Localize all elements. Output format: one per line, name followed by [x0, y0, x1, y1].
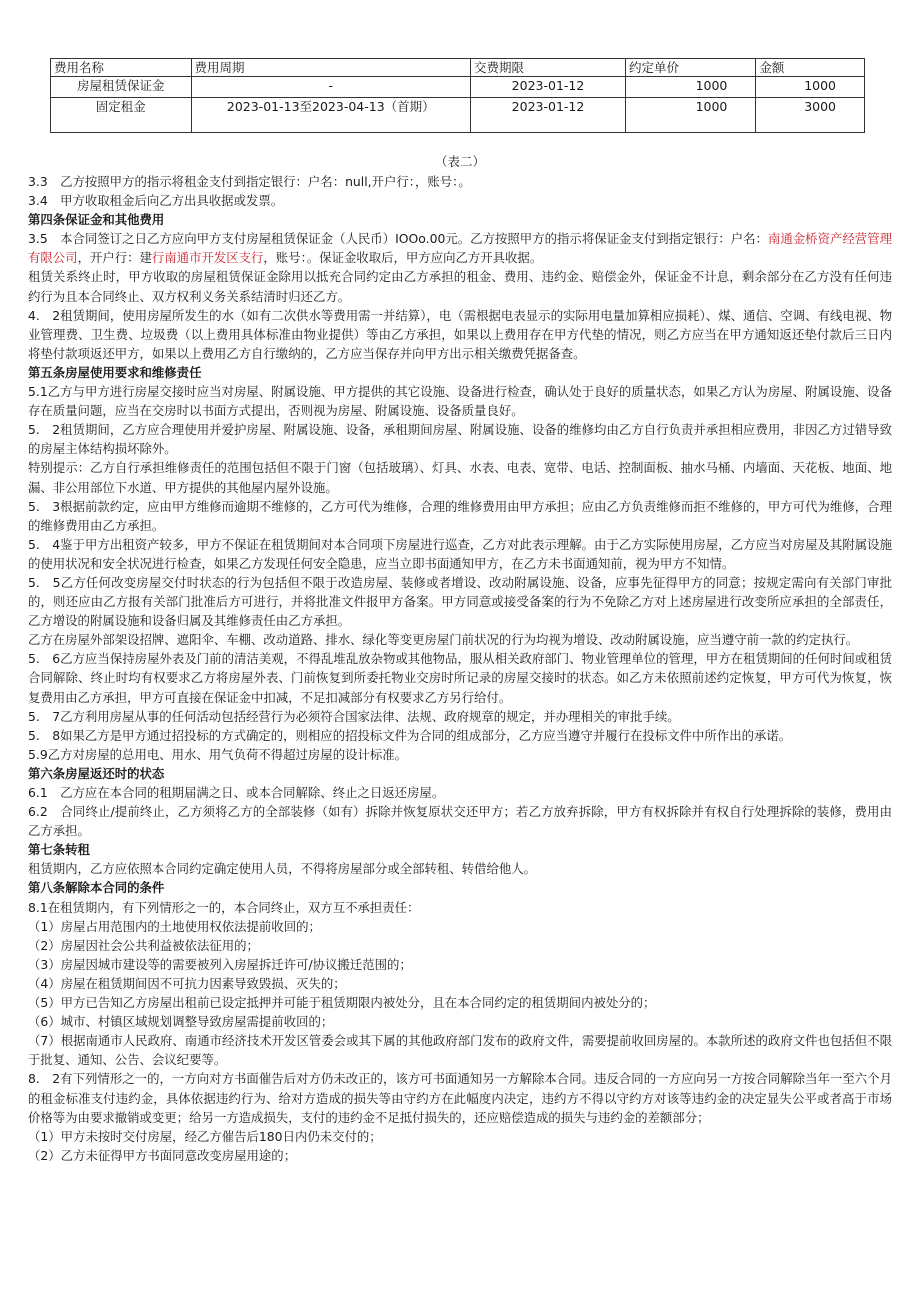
paragraph: 5.9乙方对房屋的总用电、用水、用气负荷不得超过房屋的设计标准。	[28, 746, 408, 762]
paragraph: （5）甲方已告知乙方房屋出租前已设定抵押并可能于租赁期限内被处分，且在本合同约定的租赁期间内被处分的；	[28, 995, 656, 1011]
section-heading: 第六条房屋返还时的状态	[28, 765, 165, 781]
paragraph: 6.2 合同终止/提前终止，乙方须将乙方的全部装修（如有）拆除并恢复原状交还甲方；若乙方放弃拆除，甲方有权拆除并有权自行处理拆除的装修，费用由乙方承担。	[28, 804, 892, 839]
fee-unit-price: 1000	[625, 77, 755, 98]
paragraph: （4）房屋在租赁期间因不可抗力因素导致毁损、灭失的；	[28, 975, 346, 991]
paragraph: （1）甲方未按时交付房屋，经乙方催告后180日内仍未交付的；	[28, 1128, 382, 1144]
fee-name: 固定租金	[51, 98, 192, 133]
paragraph: 5. 3根据前款约定，应由甲方维修而逾期不维修的，乙方可代为维修，合理的维修费用由甲方承担；应由乙方负责维修而拒不维修的，甲方可代为维修，合理的维修费用由乙方承担。	[28, 498, 892, 533]
paragraph: 3.3 乙方按照甲方的指示将租金支付到指定银行：户名：null,开户行：，账号：。	[28, 174, 471, 189]
paragraph: 5. 2租赁期间，乙方应合理使用并爱护房屋、附属设施、设备，承租期间房屋、附属设施、设备的维修均由乙方自行负责并承担相应费用，非因乙方过错导致的房屋主体结构损坏除外。	[28, 422, 892, 457]
section-heading: 第七条转租	[28, 842, 90, 858]
fee-deadline: 2023-01-12	[471, 98, 626, 133]
fee-table	[50, 58, 865, 133]
paragraph: （7）根据南通市人民政府、南通市经济技术开发区管委会或其下属的其他政府部门发布的政府文件，需要提前收回房屋的。本款所述的政府文件也包括但不限于批复、通知、公告、会议纪要等。	[28, 1033, 892, 1068]
paragraph: 租赁关系终止时，甲方收取的房屋租赁保证金除用以抵充合同约定由乙方承担的租金、费用、违约金、赔偿金外，保证金不计息，剩余部分在乙方没有任何违约行为且本合同终止、双方权利义务关系结清时归还乙方。	[28, 269, 892, 304]
paragraph: 5. 7乙方利用房屋从事的任何活动包括经营行为必须符合国家法律、法规、政府规章的规定，并办理相关的审批手续。	[28, 708, 680, 724]
paragraph-segment: 3.5 本合同签订之日乙方应向甲方支付房屋租赁保证金（人民币）IOOo.00元。乙方按照甲方的指示将保证金支付到指定银行：户名：	[28, 231, 768, 247]
paragraph: （3）房屋因城市建设等的需要被列入房屋拆迁许可/协议搬迁范围的；	[28, 956, 412, 972]
section-heading: 第五条房屋使用要求和维修责任	[28, 364, 202, 380]
paragraph-segment: ，账号：。保证金收取后，甲方应向乙方开具收据。	[263, 250, 543, 266]
paragraph: 4. 2租赁期间，使用房屋所发生的水（如有二次供水等费用需一并结算），电（需根据电表显示的实际用电量加算相应损耗）、煤、通信、空调、有线电视、物业管理费、卫生费、垃圾费（以上费用具体标准由物业提供）等由乙方承担，如果以上费用存在甲方代垫的情况，则乙方应当在甲方通知返还垫付款后三日内将垫付款项返还甲方，如果以上费用乙方自行缴纳的，乙方应当保存并向甲方出示相关缴费凭据备查。	[28, 307, 892, 361]
fee-deadline: 2023-01-12	[471, 77, 626, 98]
fee-unit-price: 1000	[625, 98, 755, 133]
highlighted-text: 南通金桥资产经营管理有限公司	[28, 231, 893, 266]
paragraph	[28, 229, 892, 267]
header-amount: 金额	[756, 59, 865, 77]
paragraph: 6.1 乙方应在本合同的租期届满之日、或本合同解除、终止之日返还房屋。	[28, 785, 445, 800]
paragraph: （2）房屋因社会公共利益被依法征用的；	[28, 937, 259, 953]
header-fee-name: 费用名称	[51, 59, 192, 77]
fee-period: 2023-01-13至2023-04-13（首期）	[191, 98, 471, 133]
paragraph: 8.1在租赁期内，有下列情形之一的，本合同终止，双方互不承担责任：	[28, 899, 420, 915]
fee-name: 房屋租赁保证金	[51, 77, 192, 98]
paragraph: 特别提示：乙方自行承担维修责任的范围包括但不限于门窗（包括玻璃）、灯具、水表、电表、宽带、电话、控制面板、抽水马桶、内墙面、天花板、地面、地漏、非公用部位下水道、甲方提供的其他屋内屋外设施。	[28, 460, 892, 495]
paragraph: 5. 5乙方任何改变房屋交付时状态的行为包括但不限于改造房屋、装修或者增设、改动附属设施、设备，应事先征得甲方的同意；按规定需向有关部门审批的，则还应由乙方报有关部门批准后方可进行，并将批准文件报甲方备案。甲方同意或接受备案的行为不免除乙方对上述房屋进行改变所应承担的全部责任，乙方增设的附属设施和设备归属及其维修责任由乙方承担。	[28, 574, 892, 629]
paragraph: 5. 8如果乙方是甲方通过招投标的方式确定的，则相应的招投标文件为合同的组成部分，乙方应当遵守并履行在投标文件中所作出的承诺。	[28, 727, 792, 743]
fee-period: -	[191, 77, 471, 98]
table-row	[51, 77, 865, 98]
paragraph: 3.4 甲方收取租金后向乙方出具收据或发票。	[28, 193, 284, 209]
paragraph: 乙方在房屋外部架设招牌、遮阳伞、车棚、改动道路、排水、绿化等变更房屋门前状况的行为均视为增设、改动附属设施，应当遵守前一款的约定执行。	[28, 632, 859, 648]
header-fee-period: 费用周期	[191, 59, 471, 77]
highlighted-text: 行南通市开发区支行	[151, 250, 264, 266]
table-row	[51, 98, 865, 133]
paragraph: （1）房屋占用范围内的土地使用权依法提前收回的；	[28, 918, 321, 934]
paragraph: 5.1乙方与甲方进行房屋交接时应当对房屋、附属设施、甲方提供的其它设施、设备进行检查，确认处于良好的质量状态，如果乙方认为房屋、附属设施、设备存在质量问题，应当在交房时以书面方式提出，否则视为房屋、附属设施、设备质量良好。	[28, 384, 892, 419]
fee-amount: 1000	[756, 77, 865, 98]
header-deadline: 交费期限	[471, 59, 626, 77]
section-heading: 第八条解除本合同的条件	[28, 880, 165, 896]
table-caption: （表二）	[434, 154, 485, 169]
table-header-row	[51, 59, 865, 77]
contract-body	[28, 172, 892, 1165]
paragraph-segment: ，开户行：建	[77, 250, 152, 266]
header-unit-price: 约定单价	[625, 59, 755, 77]
paragraph: 5. 4鉴于甲方出租资产较多，甲方不保证在租赁期间对本合同项下房屋进行巡查，乙方对此表示理解。由于乙方实际使用房屋，乙方应当对房屋及其附属设施的使用状况和安全状况进行检查，如果乙方发现任何安全隐患，应当立即书面通知甲方，在乙方未书面通知前，视为甲方不知情。	[28, 536, 892, 571]
section-heading: 第四条保证金和其他费用	[28, 212, 165, 228]
paragraph: （6）城市、村镇区域规划调整导致房屋需提前收回的；	[28, 1014, 334, 1030]
paragraph: （2）乙方未征得甲方书面同意改变房屋用途的；	[28, 1147, 297, 1163]
paragraph: 5. 6乙方应当保持房屋外表及门前的清洁美观，不得乱堆乱放杂物或其他物品，服从相关政府部门、物业管理单位的管理，甲方在租赁期间的任何时间或租赁合同解除、终止时均有权要求乙方将房屋外表、门前恢复到所委托物业交房时所记录的房屋交接时的状态。如乙方未依照前述约定恢复，甲方可代为恢复，恢复费用由乙方承担，甲方可直接在保证金中扣减，不足扣减部分有权要求乙方另行给付。	[28, 651, 892, 705]
fee-amount: 3000	[756, 98, 865, 133]
paragraph: 租赁期内，乙方应依照本合同约定确定使用人员，不得将房屋部分或全部转租、转借给他人。	[28, 861, 537, 877]
paragraph: 8. 2有下列情形之一的，一方向对方书面催告后对方仍未改正的，该方可书面通知另一方解除本合同。违反合同的一方应向另一方按合同解除当年一至六个月的租金标准支付违约金，具体依据违约行为、给对方造成的损失等由守约方在此幅度内决定，违约方不得以守约方对该等违约金的决定显失公平或者高于市场价格等为由要求撤销或变更；给另一方造成损失，支付的违约金不足抵付损失的，还应赔偿造成的损失与违约金的差额部分；	[28, 1071, 892, 1125]
